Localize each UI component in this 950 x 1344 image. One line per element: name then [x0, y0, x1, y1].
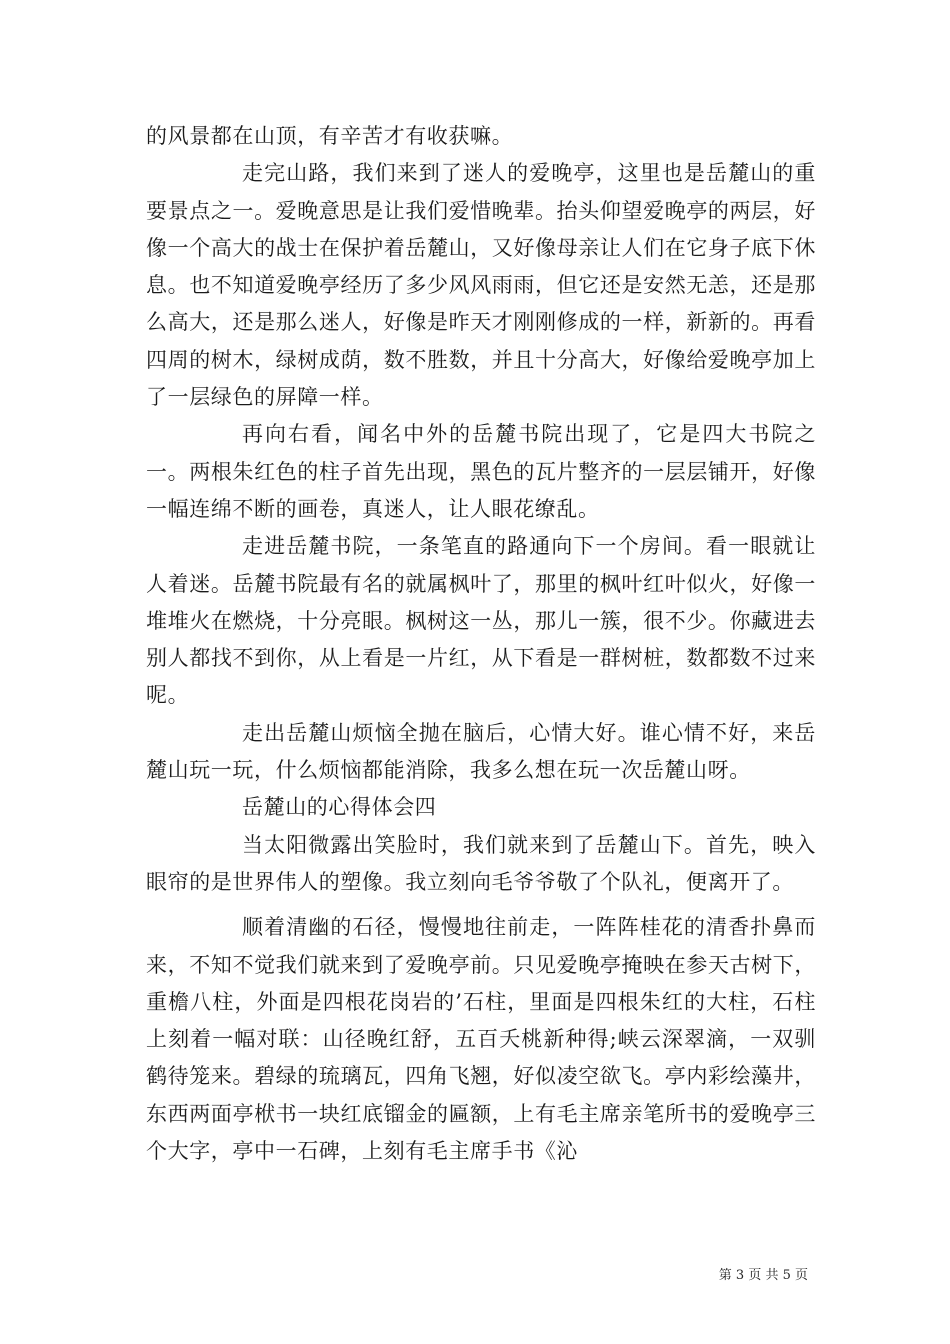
paragraph-academy-view: 再向右看，闻名中外的岳麓书院出现了，它是四大书院之一。两根朱红色的柱子首先出现，黑色的瓦片整齐的一层层铺开，好像一幅连绵不断的画卷，真迷人，让人眼花缭乱。 [146, 422, 816, 521]
paragraph-arrival: 当太阳微露出笑脸时，我们就来到了岳麓山下。首先，映入眼帘的是世界伟人的塑像。我立刻向毛爷爷敬了个队礼，便离开了。 [146, 832, 816, 894]
paragraph-closing: 走出岳麓山烦恼全抛在脑后，心情大好。谁心情不好，来岳麓山玩一玩，什么烦恼都能消除，我多么想在玩一次岳麓山呀。 [146, 720, 816, 783]
paragraph-aiwan-pavilion: 走完山路，我们来到了迷人的爱晚亭，这里也是岳麓山的重要景点之一。爱晚意思是让我们爱惜晚辈。抬头仰望爱晚亭的两层，好像一个高大的战士在保护着岳麓山，又好像母亲让人们在它身子底下休息。也不知道爱晚亭经历了多少风风雨雨，但它还是安然无恙，还是那么高大，还是那么迷人，好像是昨天才刚刚修成的一样，新新的。再看四周的树木，绿树成荫，数不胜数，并且十分高大，好像给爱晚亭加上了一层绿色的屏障一样。 [146, 161, 816, 410]
paragraph-maple-leaves: 走进岳麓书院，一条笔直的路通向下一个房间。看一眼就让人着迷。岳麓书院最有名的就属枫叶了，那里的枫叶红叶似火，好像一堆堆火在燃烧，十分亮眼。枫树这一丛，那儿一簇，很不少。你藏进去别人都找不到你，从上看是一片红，从下看是一群树桩，数都数不过来呢。 [146, 534, 816, 708]
page-number-footer: 第 3 页 共 5 页 [718, 1268, 808, 1283]
paragraph-stone-path: 顺着清幽的石径，慢慢地往前走，一阵阵桂花的清香扑鼻而来，不知不觉我们就来到了爱晚亭前。只见爱晚亭掩映在参天古树下，重檐八柱，外面是四根花岗岩的’石柱，里面是四根朱红的大柱，石柱上刻着一幅对联：山径晚红舒，五百夭桃新种得;峡云深翠滴，一双驯鹤待笼来。碧绿的琉璃瓦，四角飞翘，好似凌空欲飞。亭内彩绘藻井，东西两面亭栿书一块红底镏金的匾额，上有毛主席亲笔所书的爱晚亭三个大字，亭中一石碑，上刻有毛主席手书《沁 [146, 915, 816, 1164]
paragraph-continuation: 的风景都在山顶，有辛苦才有收获嘛。 [146, 124, 514, 148]
document-body [146, 118, 816, 1170]
section-heading: 岳麓山的心得体会四 [242, 795, 437, 820]
